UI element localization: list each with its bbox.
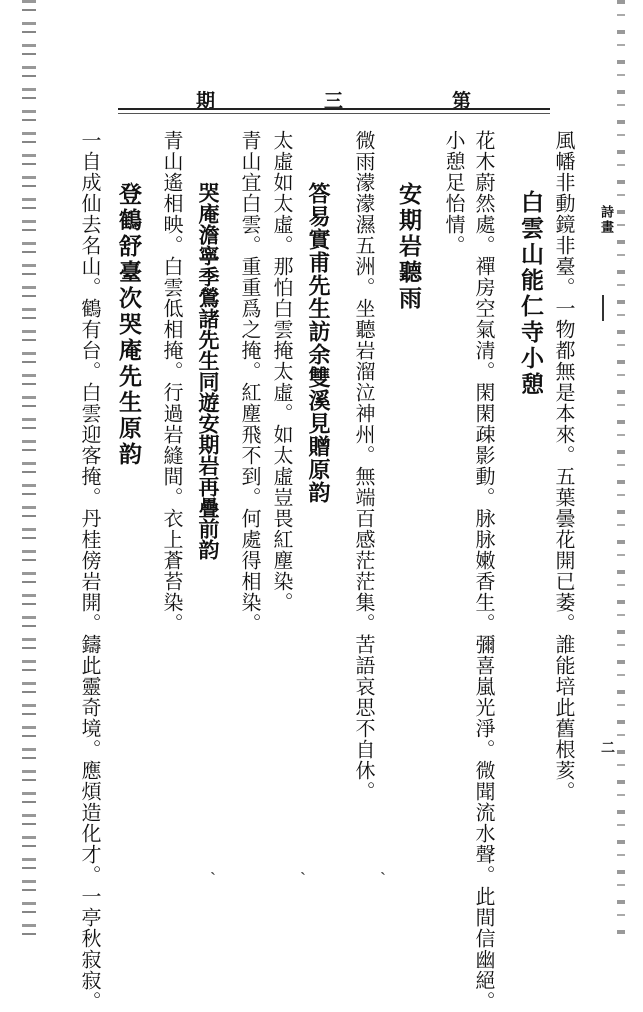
poem-line: 微雨濛濛濕五洲。坐聽岩溜泣神州。無端百感茫茫集。苦語哀思不自休。 [352, 130, 376, 802]
scan-speck: ˏ [380, 855, 386, 876]
poem-title: 哭庵澹寧季鶯諸先生同遊安期岩再疊前韵 [196, 182, 221, 560]
scan-speck: ˎ [300, 855, 306, 876]
scan-speck: ˏ [210, 855, 216, 876]
poem-line: 小憩足怡情。 [442, 130, 466, 256]
header-rule [118, 108, 550, 110]
poem-line: 太虛如太虛。那怕白雲掩太虛。如太虛豈畏紅塵染。 [270, 130, 294, 613]
poem-line: 青山遙相映。白雲低相掩。行過岩縫間。衣上蒼苔染。 [160, 130, 184, 634]
poem-line: 風幡非動鏡非臺。一物都無是本來。五葉曇花開已萎。誰能培此舊根荄。 [552, 130, 576, 802]
poem-title: 白雲山能仁寺小憩 [517, 190, 544, 398]
scan-edge-right [617, 0, 625, 942]
poem-title: 登鶴舒臺次哭庵先生原韵 [115, 182, 142, 468]
header-char-di: 第 [452, 90, 474, 112]
header-char-qi: 期 [196, 90, 218, 112]
poem-title: 答易實甫先生訪余雙溪見贈原韵 [305, 182, 331, 504]
poem-line: 花木蔚然處。禪房空氣清。閑閑疎影動。脉脉嫩香生。彌喜嵐光淨。微聞流水聲。此間信幽絕。 [472, 130, 496, 1012]
poem-line: 青山宜白雲。重重爲之掩。紅塵飛不到。何處得相染。 [238, 130, 262, 634]
margin-mark [602, 295, 604, 321]
scan-edge-left [22, 0, 36, 942]
page-number: 二 [599, 740, 615, 754]
poem-title: 安期岩聽雨 [395, 182, 422, 312]
running-title: 詩畫 [598, 205, 613, 235]
page-header [120, 86, 540, 112]
header-char-san: 三 [324, 90, 346, 112]
poem-line: 一自成仙去名山。鶴有台。白雲迎客掩。丹桂傍岩開。鑄此靈奇境。應煩造化才。一亭秋寂寂。 [78, 130, 102, 1012]
